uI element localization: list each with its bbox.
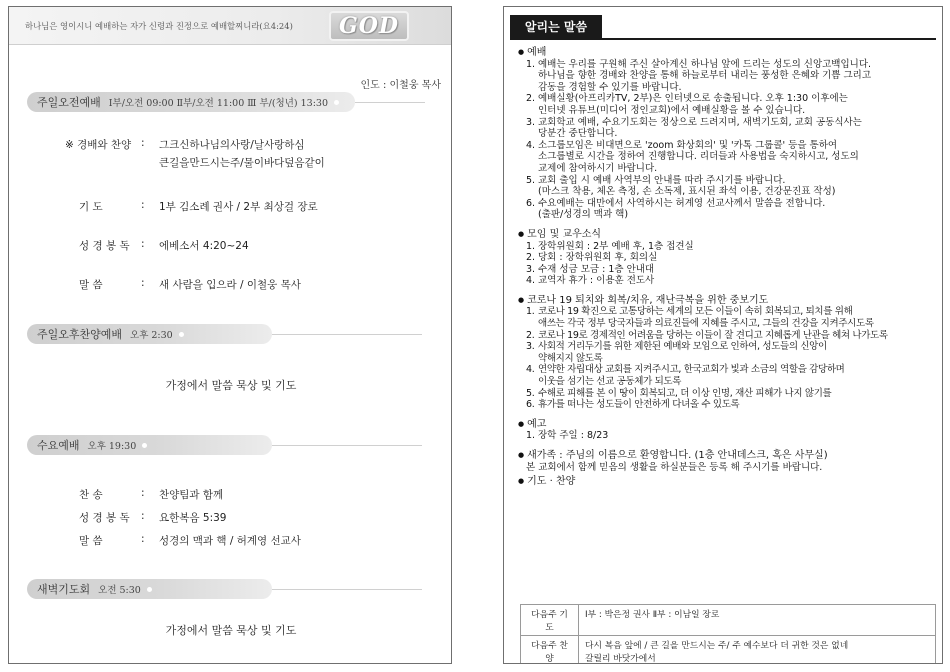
bullet-icon: ● xyxy=(518,48,525,56)
heading-text: 기도 · 찬양 xyxy=(527,476,576,488)
section-time: 오전 5:30 xyxy=(98,585,141,596)
row-colon: : xyxy=(141,533,145,545)
section-dot xyxy=(179,332,184,337)
item-line: 교회 출입 시 예배 사역부의 안내를 따라 주시기를 바랍니다. xyxy=(538,174,786,186)
meeting-list xyxy=(518,241,938,287)
item-line: 약해지지 않도록 xyxy=(538,352,603,364)
item-line: (출판/성경의 맥과 핵) xyxy=(538,209,629,221)
item-text xyxy=(538,93,938,116)
heading-notice xyxy=(518,419,938,431)
item-line: 사회적 거리두기를 위한 제한된 예배와 모임으로 인하여, 성도들의 신앙이 xyxy=(538,341,827,353)
item-line: 인터넷 유튜브(미디어 정인교회)에서 예배실황을 볼 수 있습니다. xyxy=(538,104,806,116)
item-text xyxy=(538,140,938,175)
item-line: 코로나 19 확진으로 고통당하는 세계의 모든 이들이 속히 회복되고, 퇴치를 위해 xyxy=(538,306,853,318)
item-num: 4. xyxy=(526,139,536,151)
item-text: 수재 성금 모금 : 1층 안내대 xyxy=(538,263,655,275)
table-key: 다음주 기도 xyxy=(521,605,579,636)
item-num: 3. xyxy=(526,116,536,128)
item-num: 4. xyxy=(526,275,536,287)
row-colon: : xyxy=(141,137,145,149)
row-label: 기 도 xyxy=(79,201,103,213)
row-value: 요한복음 5:39 xyxy=(159,512,227,524)
list-item xyxy=(518,140,938,175)
item-num: 6. xyxy=(526,399,535,411)
bullet-icon: ● xyxy=(518,295,525,304)
item-num: 1. xyxy=(526,58,536,70)
heading-text: 새가족 : 주님의 이름으로 환영합니다. (1층 안내데스크, 혹은 사무실) xyxy=(527,450,828,461)
item-line: 예배는 우리를 구원해 주신 살아계신 하나님 앞에 드리는 성도의 신앙고백입니다. xyxy=(538,58,872,70)
list-item xyxy=(518,252,938,264)
list-item xyxy=(518,198,938,221)
section-time: 오후 2:30 xyxy=(130,330,173,341)
section-afternoon-service xyxy=(27,324,272,344)
announcements-body xyxy=(518,44,938,488)
section-title: 주일오후찬양예배 xyxy=(37,328,123,341)
worship-order-panel xyxy=(8,6,452,664)
item-num: 1. xyxy=(526,306,535,318)
row-colon: : xyxy=(141,199,145,211)
list-item xyxy=(518,117,938,140)
section-time: Ⅰ부/오전 09:00 Ⅱ부/오전 11:00 Ⅲ 부/(청년) 13:30 xyxy=(108,98,328,109)
newcomer-line xyxy=(518,462,938,474)
row-value-2: 큰길을만드시는주/물이바다덮음같이 xyxy=(159,157,325,169)
row-label: 말 씀 xyxy=(79,535,103,547)
section-title: 새벽기도회 xyxy=(37,583,91,596)
table-key: 다음주 찬양 xyxy=(521,636,579,665)
section-divider xyxy=(272,589,422,590)
item-num: 5. xyxy=(526,174,536,186)
item-line: 소그룹별로 시간을 정하여 진행합니다. 리더들과 사용법을 숙지하시고, 성도의 xyxy=(538,151,859,163)
section-dot xyxy=(142,443,147,448)
row-value: 1부 김소례 권사 / 2부 최상걸 장로 xyxy=(159,201,318,213)
heading-text: 예고 xyxy=(527,418,547,430)
section-title: 수요예배 xyxy=(37,439,80,452)
item-line: 당분간 중단합니다. xyxy=(538,128,618,140)
item-num: 4. xyxy=(526,364,535,376)
section-dot xyxy=(147,587,152,592)
announcements-panel xyxy=(503,6,943,664)
item-num: 3. xyxy=(526,263,536,275)
list-item xyxy=(518,341,938,364)
list-item xyxy=(518,59,938,94)
verse-banner xyxy=(9,7,451,45)
list-item xyxy=(518,399,938,411)
title-underline xyxy=(510,38,936,40)
section-morning-service xyxy=(27,92,355,112)
item-line: 하나님을 향한 경배와 찬양을 통해 하늘로부터 내리는 풍성한 은혜와 기쁨 그리고 xyxy=(538,70,872,82)
item-text: 장학 주일 : 8/23 xyxy=(538,430,609,442)
item-num: 2. xyxy=(526,329,535,341)
item-text: 교역자 휴가 : 이용훈 전도사 xyxy=(538,275,655,287)
worship-list xyxy=(518,59,938,221)
item-text: 본 교회에서 함께 믿음의 생활을 하실분들은 등록 해 주시기를 바랍니다. xyxy=(526,461,823,473)
row-label: 찬 송 xyxy=(79,489,103,501)
section-divider xyxy=(272,445,422,446)
row-label: 성 경 봉 독 xyxy=(79,512,130,524)
item-text: 장학위원회 : 2부 예배 후, 1층 접견실 xyxy=(538,240,694,252)
list-item xyxy=(518,330,938,342)
item-num: 2. xyxy=(526,93,536,105)
item-text: 휴가를 떠나는 성도들이 안전하게 다녀올 수 있도록 xyxy=(538,399,740,411)
row-colon: : xyxy=(141,510,145,522)
announcements-title: 알리는 말씀 xyxy=(510,15,602,38)
item-text xyxy=(538,175,938,198)
prayer-table xyxy=(520,604,936,664)
section-dot xyxy=(334,100,339,105)
item-line: (마스크 착용, 체온 측정, 손 소독제, 표시된 좌석 이용, 건강문진표 작성) xyxy=(538,186,836,198)
row-value: 찬양팀과 함께 xyxy=(159,489,224,501)
item-text xyxy=(538,364,938,387)
item-line: 연약한 자립대상 교회를 지켜주시고, 한국교회가 빛과 소금의 역할을 감당하며 xyxy=(538,364,845,376)
dawn-note: 가정에서 말씀 묵상 및 기도 xyxy=(165,624,297,637)
list-item xyxy=(518,93,938,116)
heading-corona-prayer xyxy=(518,295,938,307)
item-line: 교제에 참여하시기 바랍니다. xyxy=(538,162,658,174)
row-label: 성 경 봉 독 xyxy=(79,240,130,252)
item-num: 2. xyxy=(526,252,536,264)
item-text: 수해로 피해를 본 이 땅이 회복되고, 더 이상 인명, 재산 피해가 나지 않기를 xyxy=(538,387,832,399)
heading-newcomer xyxy=(518,450,938,462)
item-line: 수요예배는 대만에서 사역하시는 허계영 선교사께서 말씀을 전합니다. xyxy=(538,197,826,209)
heading-prayer-praise xyxy=(518,476,938,488)
item-text xyxy=(538,59,938,94)
item-text: 당회 : 장학위원회 후, 회의실 xyxy=(538,252,658,264)
item-num: 1. xyxy=(526,430,536,442)
bullet-icon: ● xyxy=(518,229,525,238)
item-text xyxy=(538,198,938,221)
bullet-icon: ● xyxy=(518,477,525,486)
table-value-line: 다시 복음 앞에 / 큰 길을 만드시는 주/ 주 예수보다 더 귀한 것은 없네 xyxy=(585,641,849,651)
table-row xyxy=(521,605,936,636)
item-text xyxy=(538,117,938,140)
item-text xyxy=(538,306,938,329)
item-line: 소그룹모임은 비대면으로 'zoom 화상회의' 및 '카톡 그룹콜' 등을 통하여 xyxy=(538,139,838,151)
item-num: 3. xyxy=(526,341,535,353)
item-num: 6. xyxy=(526,197,536,209)
item-line: 감동을 경험할 수 있기를 바랍니다. xyxy=(538,81,682,93)
item-line: 예배실황(아프리카TV, 2부)은 인터넷으로 송출됩니다. 오후 1:30 이후에는 xyxy=(538,93,848,105)
row-label: ※ 경배와 찬양 xyxy=(65,139,132,151)
item-text xyxy=(538,341,938,364)
list-item xyxy=(518,364,938,387)
list-item xyxy=(518,275,938,287)
item-text: 코로나 19로 경제적인 어려움을 당하는 이들이 잘 견디고 지혜롭게 난관을 헤쳐 나가도록 xyxy=(538,329,888,341)
item-line: 애쓰는 각국 정부 당국자들과 의료진들에 지혜를 주시고, 그들의 건강을 지켜주시도록 xyxy=(538,318,874,330)
section-divider xyxy=(272,334,422,335)
heading-worship xyxy=(518,47,938,59)
list-item xyxy=(518,306,938,329)
item-line: 교회학교 예배, 수요기도회는 정상으로 드려지며, 새벽기도회, 교회 공동식사는 xyxy=(538,116,862,128)
item-num: 1. xyxy=(526,240,536,252)
header-verse: 하나님은 영이시니 예배하는 자가 신령과 진정으로 예배할찌니라(요4:24) xyxy=(25,21,293,31)
list-item xyxy=(518,264,938,276)
row-value: 새 사람을 입으라 / 이철웅 목사 xyxy=(159,279,301,291)
row-value: 성경의 맥과 핵 / 허계영 선교사 xyxy=(159,535,301,547)
section-dawn-prayer xyxy=(27,579,272,599)
god-logo: GOD xyxy=(329,11,409,41)
row-colon: : xyxy=(141,238,145,250)
heading-text: 예배 xyxy=(527,47,547,58)
corona-list xyxy=(518,306,938,410)
table-value-line: 갈릴리 바닷가에서 xyxy=(585,654,656,664)
item-num: 5. xyxy=(526,387,535,399)
bullet-icon: ● xyxy=(518,451,525,459)
row-value: 에베소서 4:20~24 xyxy=(159,240,249,252)
section-wednesday-service xyxy=(27,435,272,455)
section-time: 오후 19:30 xyxy=(87,441,137,452)
row-label: 말 씀 xyxy=(79,279,103,291)
table-value: Ⅰ부 : 박은정 권사 Ⅱ부 : 이남일 장로 xyxy=(579,605,936,636)
heading-text: 모임 및 교우소식 xyxy=(527,228,602,240)
list-item xyxy=(518,241,938,253)
list-item xyxy=(518,430,938,442)
section-divider xyxy=(355,102,425,103)
afternoon-note: 가정에서 말씀 묵상 및 기도 xyxy=(165,379,297,392)
leader-text: 인도 : 이철웅 목사 xyxy=(360,80,441,91)
heading-text: 코로나 19 퇴치와 회복/치유, 재난극복을 위한 중보기도 xyxy=(527,294,769,306)
section-title: 주일오전예배 xyxy=(37,96,101,109)
list-item xyxy=(518,388,938,400)
heading-meeting xyxy=(518,229,938,241)
bullet-icon: ● xyxy=(518,419,525,428)
row-colon: : xyxy=(141,487,145,499)
item-line: 이웃을 섬기는 선교 공동체가 되도록 xyxy=(538,376,682,388)
table-row xyxy=(521,636,936,665)
list-item xyxy=(518,175,938,198)
row-colon: : xyxy=(141,277,145,289)
table-value xyxy=(579,636,936,665)
row-value: 그크신하나님의사랑/날사랑하심 xyxy=(159,139,305,151)
